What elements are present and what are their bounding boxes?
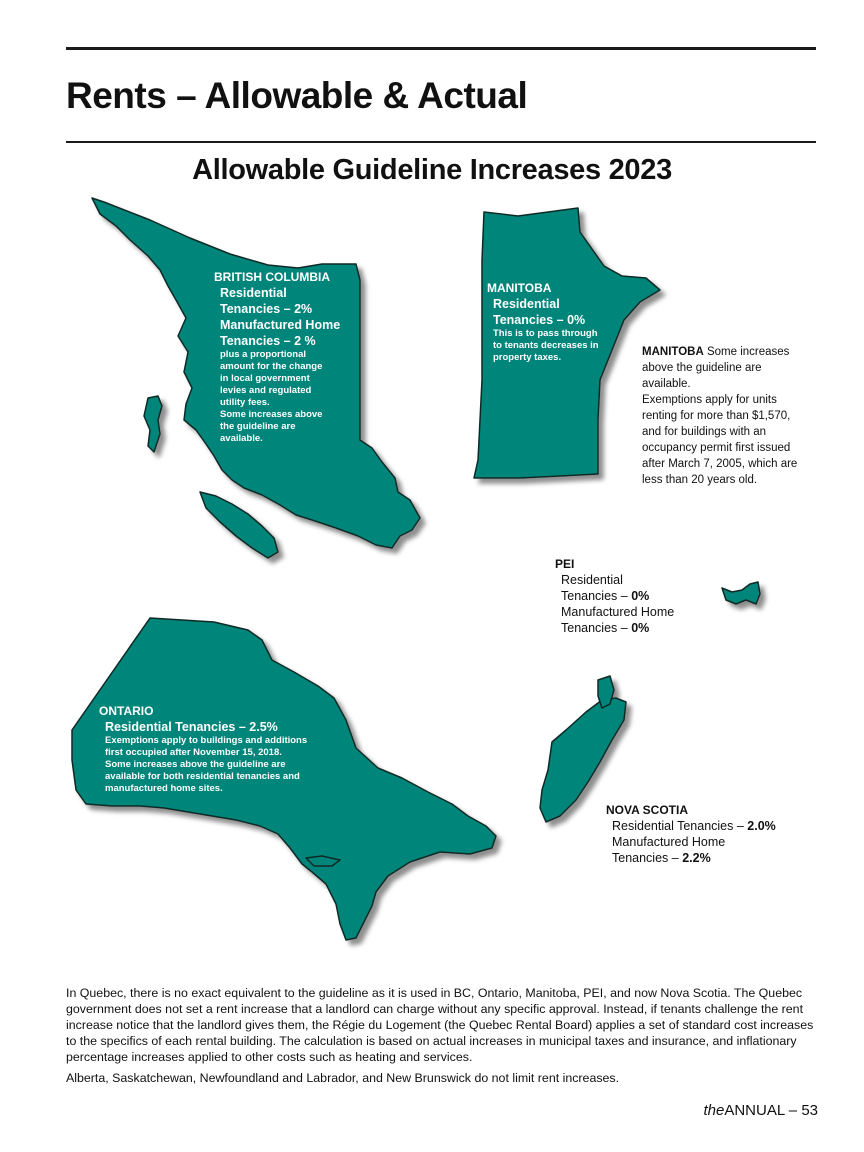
bc-note-7: the guideline are [220, 421, 296, 432]
mb-line2: Tenancies – 0% [493, 313, 586, 327]
no-limit-paragraph: Alberta, Saskatchewan, Newfoundland and Labrador, and New Brunswick do not limit rent increases. [66, 1071, 620, 1085]
bc-note-2: amount for the change [220, 361, 323, 372]
haida-gwaii-shape [144, 396, 162, 452]
on-note-4: available for both residential tenancies and [105, 771, 300, 782]
mb-side-line-3: available. [642, 378, 691, 390]
pei-label [555, 556, 715, 636]
on-name: ONTARIO [99, 704, 154, 718]
pei-line2: Tenancies – 0% [561, 589, 650, 603]
on-note-2: first occupied after November 15, 2018. [105, 747, 282, 758]
on-line1: Residential Tenancies – 2.5% [105, 720, 278, 734]
quebec-paragraph: In Quebec, there is no exact equivalent to the guideline as it is used in BC, Ontario, Manitoba, PEI, and now Nova Scotia. The Quebec government does not set a rent increase that a landlord can charge without any specific approval. Instead, if tenants challenge the rent increase notice that the landlord gives them, the Régie du Logement (the Quebec Rental Board) applies a set of standard cost increases to the specifics of each rental building. The calculation is based on actual increases in municipal taxes and insurance, and inflationary percentage increases applied to other costs such as heating and services. [66, 986, 814, 1064]
pei-name: PEI [555, 557, 575, 571]
mb-side-line-1: Some increases [703, 346, 790, 358]
mb-note-2: to tenants decreases in [493, 340, 599, 351]
mb-line1: Residential [493, 297, 560, 311]
pei-line1: Residential [561, 573, 623, 587]
ns-line1: Residential Tenancies – 2.0% [612, 819, 776, 833]
mb-side-line-2: above the guideline are [642, 362, 762, 374]
pei-shape [722, 582, 760, 604]
bc-note-1: plus a proportional [220, 349, 307, 360]
bc-note-3: in local government [220, 373, 310, 384]
ns-name: NOVA SCOTIA [606, 803, 689, 817]
bc-note-4: levies and regulated [220, 385, 312, 396]
mb-side-line-4: Exemptions apply for units [642, 394, 777, 406]
mb-side-line-9: less than 20 years old. [642, 474, 758, 486]
bc-line3: Manufactured Home [220, 318, 341, 332]
mb-side-note [642, 344, 822, 488]
bc-note-8: available. [220, 433, 263, 444]
vancouver-island-shape [200, 492, 278, 558]
ns-line3: Tenancies – 2.2% [612, 851, 711, 865]
pei-line3: Manufactured Home [561, 605, 675, 619]
mb-note-1: This is to pass through [493, 328, 598, 339]
bc-line2: Tenancies – 2% [220, 302, 313, 316]
page-title: Rents – Allowable & Actual [66, 75, 528, 116]
mb-note-3: property taxes. [493, 352, 562, 363]
mb-side-line-5: renting for more than $1,570, [642, 410, 791, 422]
bc-note-5: utility fees. [220, 397, 270, 408]
mb-side-line-6: and for buildings with an [642, 426, 767, 438]
bc-line4: Tenancies – 2 % [220, 334, 316, 348]
map-subtitle: Allowable Guideline Increases 2023 [192, 154, 672, 186]
bc-line1: Residential [220, 286, 287, 300]
mb-label [487, 280, 627, 364]
on-note-3: Some increases above the guideline are [105, 759, 286, 770]
on-label [99, 703, 359, 795]
mb-side-line-7: occupancy permit first issued [642, 442, 791, 454]
mb-side-line-8: after March 7, 2005, which are [642, 458, 798, 470]
mb-side-head: MANITOBA [642, 346, 704, 358]
bc-label [214, 269, 364, 445]
ns-label [606, 802, 816, 866]
pei-line4: Tenancies – 0% [561, 621, 650, 635]
ns-line2: Manufactured Home [612, 835, 726, 849]
page-number: theANNUAL – 53 [703, 1102, 818, 1119]
on-note-5: manufactured home sites. [105, 783, 223, 794]
bc-name: BRITISH COLUMBIA [214, 270, 330, 284]
footer-text [66, 985, 820, 1091]
bc-note-6: Some increases above [220, 409, 323, 420]
on-note-1: Exemptions apply to buildings and additions [105, 735, 308, 746]
mb-name: MANITOBA [487, 281, 552, 295]
